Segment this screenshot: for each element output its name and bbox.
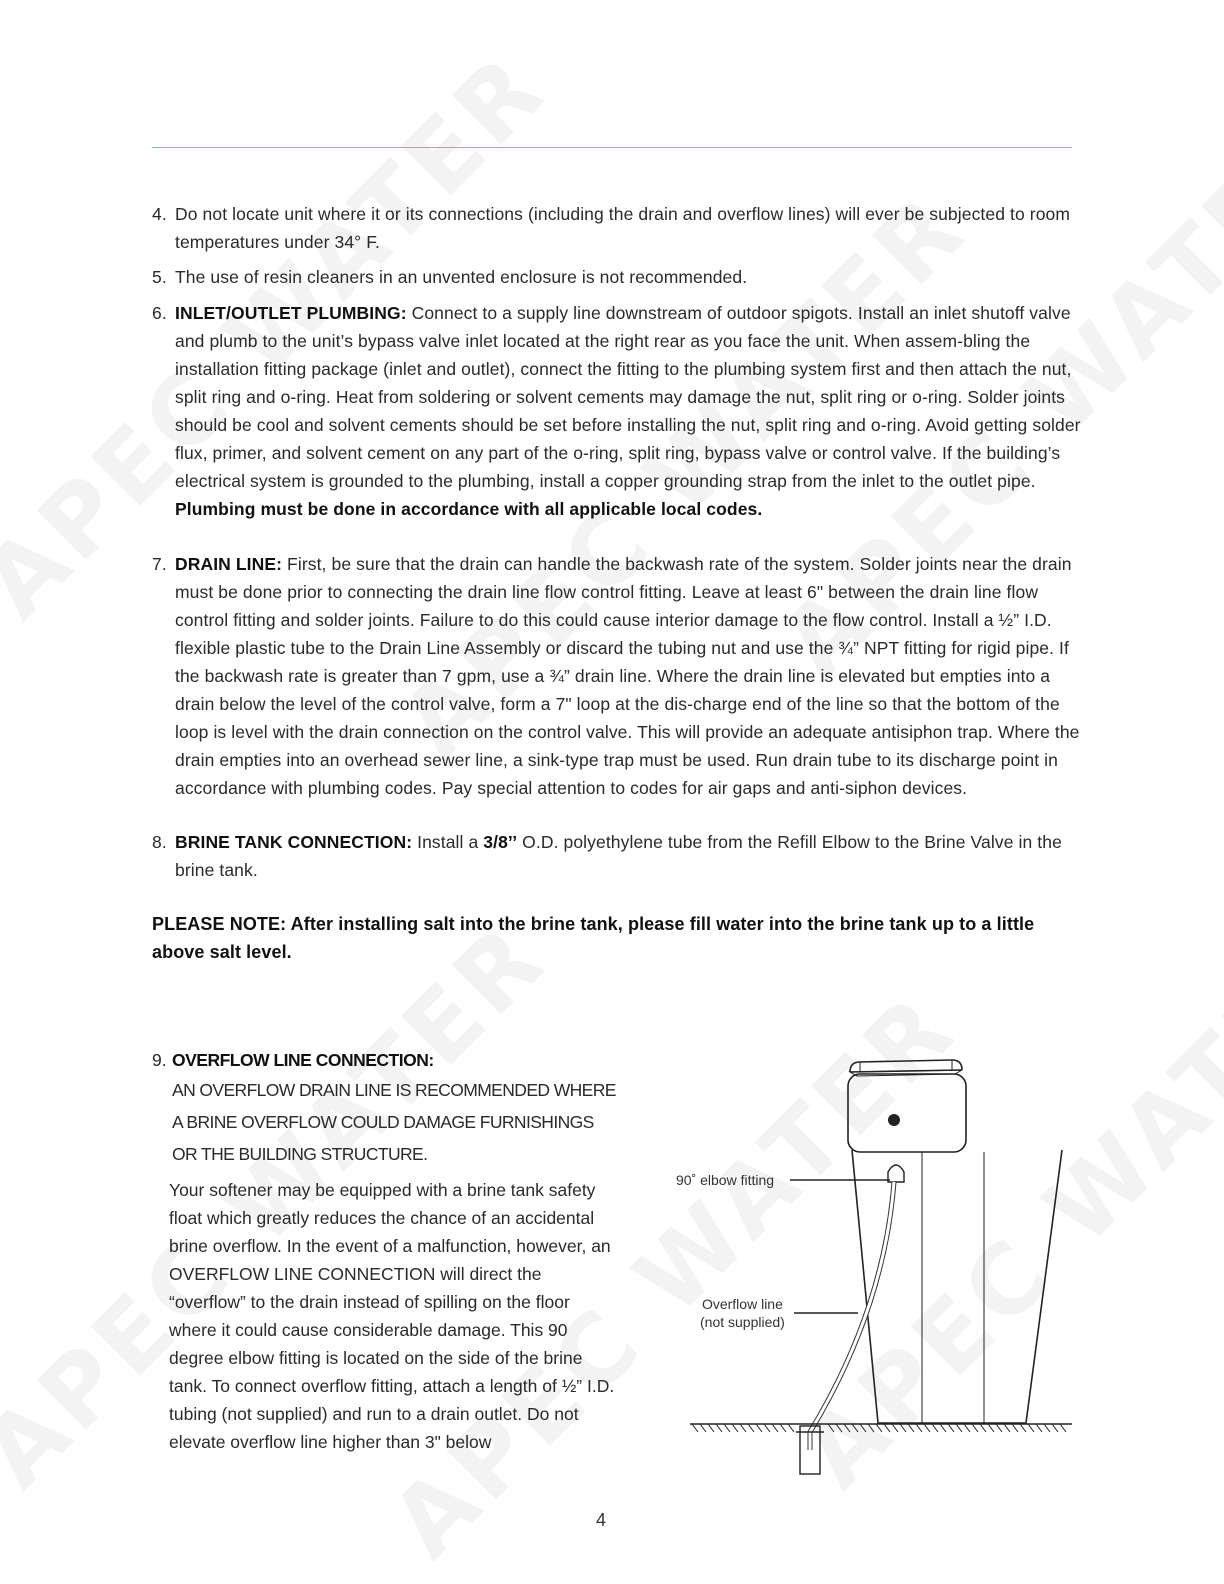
- item-text: First, be sure that the drain can handle the backwash rate of the system. Solder joints near the drain must be done prior to connecting the drain line flow control fitting. Leave at least 6" between the drain line flow control fitting and solder joints. Failure to do this could cause interior damage to the flow control. Install a ½” I.D. flexible plastic tube to the Drain Line Assembly or discard the tubing nut and use the ¾” NPT fitting for rigid pipe. If the backwash rate is greater than 7 gpm, use a ¾” drain line. Where the drain line is elevated but empties into a drain below the level of the control valve, form a 7" loop at the dis-charge end of the line so that the bottom of the loop is level with the drain connection on the control valve. This will provide an adequate antisiphon trap. Where the drain empties into an overhead sewer line, a sink-type trap must be used. Run drain tube to its discharge point in accordance with plumbing codes. Pay special attention to codes for air gaps and anti-siphon devices.: [175, 554, 1080, 798]
- list-item: [152, 299, 1082, 523]
- caps-line: A BRINE OVERFLOW COULD DAMAGE FURNISHINGS: [172, 1112, 594, 1132]
- item-text: O.D. polyethylene tube from the Refill Elbow to the Brine Valve in the brine tank.: [175, 832, 1062, 880]
- header-rule: [152, 147, 1072, 148]
- please-note: PLEASE NOTE: After installing salt into the brine tank, please fill water into the brine tank up to a little above salt level.: [152, 914, 1035, 962]
- overflow-line-label-1: Overflow line: [701, 1296, 783, 1312]
- list-item: [152, 200, 1082, 256]
- item-number: 8.: [152, 832, 167, 852]
- overflow-line-label: [700, 1295, 785, 1331]
- item-emphasis: Plumbing must be done in accordance with all applicable local codes.: [175, 499, 763, 519]
- item-number: 9.: [152, 1050, 167, 1070]
- caps-line: OR THE BUILDING STRUCTURE.: [172, 1144, 428, 1164]
- item-text: Connect to a supply line downstream of outdoor spigots. Install an inlet shutoff valve and plumb to the unit’s bypass valve inlet located at the right rear as you face the unit. When assem-bling the installation fitting package (inlet and outlet), connect the fitting to the plumbing system first and then attach the nut, split ring and o-ring. Heat from soldering or solvent cements may damage the nut, split ring or o-ring. Solder joints should be cool and solvent cements should be set before installing the nut, split ring and o-ring. Avoid getting solder flux, primer, and solvent cement on any part of the o-ring, split ring, bypass valve or control valve. If the building’s electrical system is grounded to the plumbing, install a copper grounding strap from the inlet to the outlet pipe.: [175, 303, 1081, 491]
- overflow-heading-row: [152, 1046, 632, 1074]
- item-heading: BRINE TANK CONNECTION:: [175, 832, 413, 852]
- item-text: The use of resin cleaners in an unvented enclosure is not recommended.: [175, 267, 748, 287]
- item-number: 4.: [152, 204, 167, 224]
- overflow-body: Your softener may be equipped with a brine tank safety float which greatly reduces the chance of an accidental brine overflow. In the event of a malfunction, however, an OVERFLOW LINE CONNECTION will direct the “overflow” to the drain instead of spilling on the floor where it could cause considerable damage. This 90 degree elbow fitting is located on the side of the brine tank. To connect overflow fitting, attach a length of ½” I.D. tubing (not supplied) and run to a drain outlet. Do not elevate overflow line higher than 3" below: [169, 1180, 615, 1452]
- instructions-body: [152, 200, 1082, 966]
- overflow-caps: [152, 1074, 632, 1170]
- item-heading: INLET/OUTLET PLUMBING:: [175, 303, 407, 323]
- item-text: Install a: [412, 832, 484, 852]
- item-size: 3/8’’: [483, 832, 518, 852]
- list-item: [152, 550, 1082, 802]
- overflow-line-label-2: (not supplied): [700, 1314, 785, 1330]
- item-number: 5.: [152, 267, 167, 287]
- overflow-section: [152, 1046, 632, 1456]
- item-heading: OVERFLOW LINE CONNECTION:: [172, 1050, 434, 1070]
- elbow-fitting-label: 90˚ elbow fitting: [676, 1172, 775, 1188]
- item-text: Do not locate unit where it or its connections (including the drain and overflow lines) will ever be subjected to room temperatures under 34° F.: [175, 204, 1071, 252]
- item-number: 6.: [152, 303, 167, 323]
- brine-tank-diagram: [672, 1040, 1082, 1490]
- brine-tank-illustration: [672, 1040, 1082, 1490]
- list-item: [152, 828, 1082, 884]
- item-number: 7.: [152, 554, 167, 574]
- caps-line: AN OVERFLOW DRAIN LINE IS RECOMMENDED WHERE: [172, 1080, 616, 1100]
- item-heading: DRAIN LINE:: [175, 554, 283, 574]
- list-item: [152, 263, 1082, 291]
- page-number: 4: [596, 1510, 607, 1530]
